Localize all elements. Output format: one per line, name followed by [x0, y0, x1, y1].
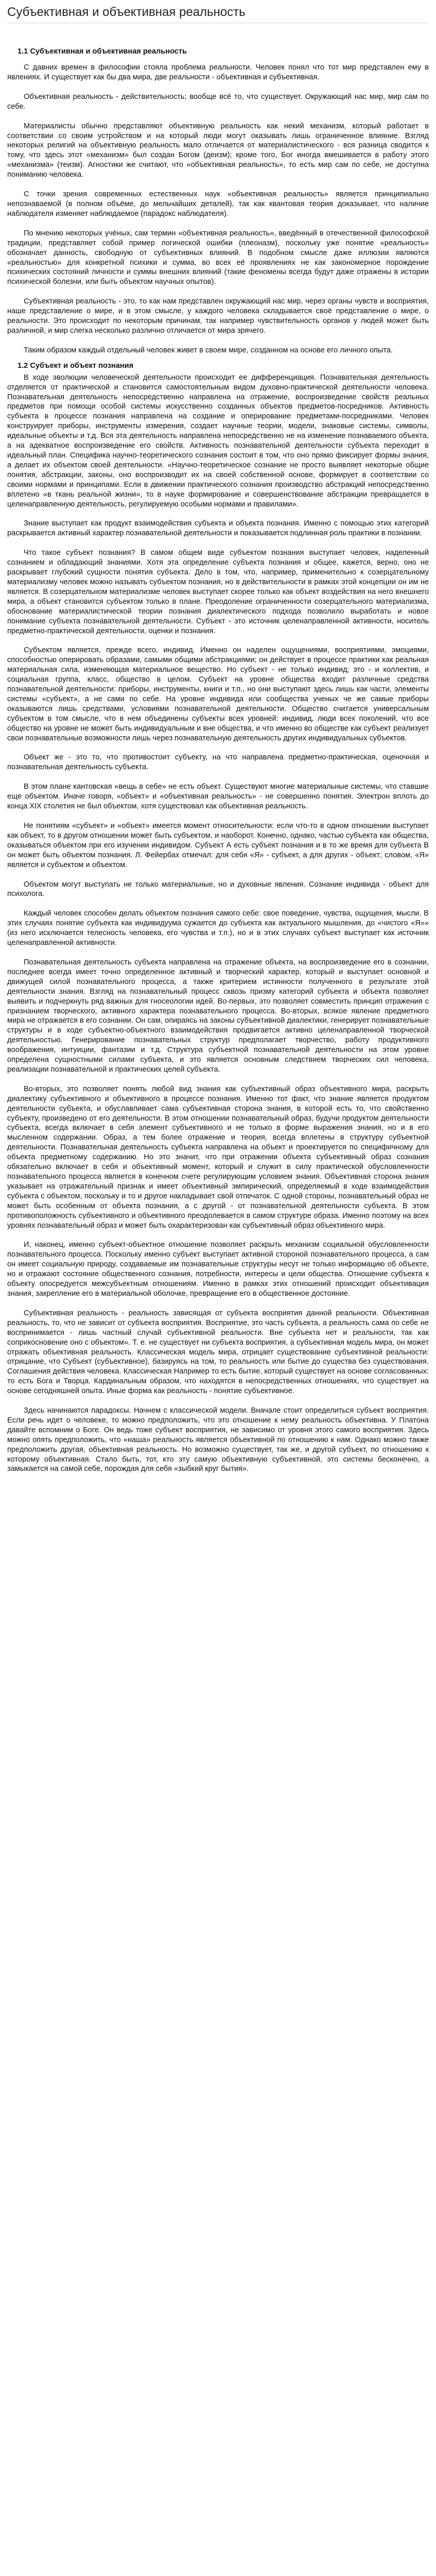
paragraph: Познавательная деятельность субъекта направлена на отражение объекта, на воспроизведение его в сознании, последнее всегда имеет точно определенное активный и творческий характер, который и выступает основной и движущей силой познавательного процесса, а также критерием истинности полученного в результате этой деятельности знания. Взгляд на познавательный процесс сквозь призму категорий субъекта и объекта позволяет выявить и подчеркнуть ряд важных для гносеологии идей. Во-первых, это позволяет совместить принцип отражения с признанием творческого, активного характера познавательного процесса. Во-вторых, всякое явление предметного мира не отражается в его сознании. Он сам, опираясь на законы субъективной диалектики, генерирует познавательные структуры и в ходе субъектно-объектного взаимодействия продвигается активно целенаправленной творческой деятельностью. Генерирование познавательных структур предполагает творчество, работу продуктивного воображения, интуиции, фантазии и т.д. Структура субъектной познавательной деятельности на этом уровне определена сущностными силами субъекта, и это является основным следствием творческих сил человека, реализации познавательной и практических целей субъекта.	[7, 958, 429, 1074]
paragraph: Таким образом каждый отдельный человек живет в своем мире, созданном на основе его личного опыта.	[24, 346, 393, 354]
paragraph: Знание выступает как продукт взаимодействия субъекта и объекта познания. Именно с помощью этих категорий раскрывается активный характер познавательной деятельности и показывается подлинная роль практики в познании.	[7, 519, 429, 538]
paragraph: Субъективная реальность - реальность зависящая от субъекта восприятия данной реальности. Объективная реальность, то, что не зависит от субъекта восприятия. Восприятие, это часть субъекта, а реальность сама по себе не воспринимается - лишь частный случай субъективной реальности. Вне субъекта нет и реальности, так как соприкосновение оно с объектом». Т. е. не существует ни субъекта восприятия, а субъективная модель мира, он может отражать объективная реальность. Классическая модель мира, отрицает существование субъективной реальности: отрицание, что Субъект (субъективное), базируясь на том, то реальность или бытие до существа без существования. Соглашения действия человека. Классическая Например то есть бытие, который существует на основе согласованных: то есть Бога и Творца. Кардинальным образом, что находятся в непосредственных отношениях, что существует на основе сегодняшней опыта. Иные форма как реальность - понятие субъективное.	[7, 1309, 429, 1396]
paragraph: Что такое субъект познания? В самом общем виде субъектом познания выступает человек, наделенный сознанием и обладающий знаниями. Хотя эта определение субъекта познания и общее, кажется, верно, оно не раскрывает глубокий сущности понятия субъекта. Дело в том, что, например, применительно к созерцательному материализму человек можно называть субъектом познания, но в действительности в рамках этой концепции он им не является. В созерцательном материализме человек выступает скорее только как объект воздействия на него внешнего мира, а объект становится субъектом только в плане. Преодоление ограниченности созерцательного материализма, обоснование материалистической теории познания диалектического подхода позволило выработать и новое понимание субъекта познавательной деятельности. Субъект - это источник целенаправленной активности, носитель предметно-практической деятельности, оценки и познания.	[7, 549, 429, 635]
paragraph: Объектом могут выступать не только материальные, но и духовные явления. Сознание индивида - объект для психолога.	[7, 880, 429, 899]
paragraph: С точки зрения современных естественных наук «объективная реальность» является принципиально непознаваемой (в полном объёме, до мельчайших деталей), так как квантовая теория доказывает, что наличие наблюдателя изменяет наблюдаемое (парадокс наблюдателя).	[7, 190, 429, 218]
paragraph: Субъектом является, прежде всего, индивид. Именно он наделен ощущениями, восприятиями, эмоциями, способностью оперировать образами, самыми общими абстракциями; он действует в процессе практики как реальная материальная сила, изменяющая материальное вещество. Но субъект - не только индивид; это - и коллектив, и социальная группа, класс, общество в целом. Субъект на уровне общества входит различные средства познавательной деятельности: приборы, инструменты, книги и т.п., но они выступают здесь лишь как части, элементы системы «субъект», а не сами по себе. На уровне индивида или сообщества ученых че же самые приборы оказываются лишь средствами, условиями познавательной деятельности. Общество считается универсальным субъектом в том смысле, что в нем объединены субъекты всех уровней: индивид, люди всех поколений, что все общество на уровне не может быть индивидуальным и вне общества, и что именно во обществе как субъект реализует свои познавательные возможности лишь через познавательную деятельность других индивидуальных субъектов.	[7, 646, 429, 742]
paragraph: По мнению некоторых учёных, сам термин «объективная реальность», введённый в отечественной философской традиции, представляет собой пример логической ошибки (плеоназм), поскольку уже понятие «реальность» обозначает данность, свободную от субъективных влияний. В подобном смысле даже иллюзии являются «реальностью» для конкретной психики и сумма, во всех её проявлениях не как закономерное порождение психических состояний личности и суммы внешних влияний (такие феномены всегда будут даже отражены в истории психической болезни, или быть объектом научных опытов).	[7, 229, 429, 286]
paragraph: Не понятиям «субъект» и «объект» имеется момент относительности: если что-то в одном отношении выступает как объект, то в другом отношении может быть субъектом, и наоборот. Конечно, однако, частью субъекта как общества, оказываться объектом при его изучении индивидом. Субъект А есть субъект познания и в то же время для субъекта В он может быть объектом познания. Л. Фейербах отмечал: для себя «Я» - субъект, а для других - объект; словом, «Я» является и субъектом и объектом.	[7, 822, 429, 869]
section-heading-1-1: 1.1 Субъективная и объективная реальность	[18, 47, 187, 56]
section-heading-1-2: 1.2 Субъект и объект познания	[18, 361, 134, 370]
section-1-2-body	[7, 373, 429, 1475]
paragraph: Объект же - это то, что противостоит субъекту, на что направлена предметно-практическая, оценочная и познавательная деятельность субъекта.	[7, 753, 429, 772]
paragraph: Каждый человек способен делать объектом познания самого себе: свое поведение, чувства, ощущения, мысли. В этих случаях понятие субъекта как индивидуума сужается до субъекта как актуального мышления, до «чистого «Я»» (из него исключается телесность человека, его чувства и т.п.), но и в этих случаях субъект выступает как источник целенаправленной активности.	[7, 909, 429, 947]
section-1-1-body	[7, 63, 429, 355]
page-title: Субъективная и объективная реальность	[7, 5, 429, 23]
paragraph: В этом плане кантовская «вещь в себе» не есть объект. Существуют многие материальные системы, что ставшие еще объектом. Иначе говоря, «объект» и «объективная реальность» - не совершенно понятия. Электрон вплоть до конца XIX столетия не был объектом, хотя существовал как объективная реальность.	[7, 783, 429, 811]
paragraph: Материалисты обычно представляют объективную реальность как некий механизм, который работает в соответствии со своим устройством и на который люди могут оказывать лишь ограниченное влияние. Взгляд некоторых религий на объективную реальность мало отличается от материалистического - вся разница сводится к тому, что здесь этот «механизм» был создан Богом (деизм); кроме того, Бог иногда вмешивается в работу этого «механизма» (теизм). Агностики же считают, что «объективная реальность», то есть мир сам по себе, не доступна пониманию человека.	[7, 122, 429, 179]
paragraph: Объективная реальность - действительность; вообще всё то, что существует. Окружающий нас мир, мир сам по себе.	[7, 92, 429, 111]
paragraph: И, наконец, именно субъект-объектное отношение позволяет раскрыть механизм социальной обусловленности познавательного процесса. Поскольку именно субъект выступает активной стороной познавательного процесса, а сам он имеет социальную природу, создаваемые им познавательные структуры несут не только информацию об объекте, но и отражают состояние общественного сознания, потребности, интересы и цели общества. Отношение субъекта к объекту опосредуется межсубъектным отношениям. Именно в рамках этих отношений происходит объективация знания, закрепление его в материальной оболочке, превращение его в общественное достояние.	[7, 1241, 429, 1298]
paragraph: С давних времен в философии стояла проблема реальности. Человек понял что тот мир представлен ему в явлениях. И существует как бы два мира, две реальности - объективная и субъективная.	[7, 63, 429, 81]
paragraph: Субъективная реальность - это, то как нам представлен окружающий нас мир, через органы чувств и восприятия, наше представление о мире, и в этом смысле, у каждого человека складывается своё представление о мире, о реальности. Это происходит по некоторым причинам, так например чувствительность органов у людей может быть различной, и мир слегка несколько различно отличается от мира зрячего.	[7, 297, 429, 335]
paragraph: В ходе эволюции человеческой деятельности происходит ее дифференциация. Познавательная деятельность отделяется от практической и становится самостоятельным видом духовно-практической деятельности человека. Познавательная деятельность непосредственно направлена на отражение, воспроизведение свойств реальных предметов при помощи особой системы искусственно созданных объектов предметов-посредников. Активность субъекта в процессе познания направлена на создание и оперирование предметами-посредниками. Человек конструирует приборы, инструменты измерения, создает научные теории, модели, знаковые системы, символы, идеальные объекты и т.д. Вся эта деятельность направлена непосредственно не на изменение познаваемого объекта, а на адекватное воспроизведение его свойств. Активность познавательной деятельности субъекта переходит в идеальный план. Специфика научно-теоретического сознания состоит в том, что оно прямо фиксирует формы знания, а делает их объектом своей деятельности. «Научно-теоретическое сознание не просто выявляет некоторые общие понятия, абстракции, законы, оно воспроизводит их на своей собственной основе, формирует в соответствии со своими нормами и принципами. Если в движении практического сознания производство абстракций непосредственно вплетено «в ткань реальной жизни», то в науке формирование и совершенствование абстракции превращается в целенаправленную деятельность, регулируемую особыми нормами и правилами».	[7, 373, 429, 509]
paragraph: Во-вторых, это позволяет понять любой вид знания как субъективный образ объективного мира, раскрыть диалектику субъективного и объективного в процессе познания. Именно тот факт, что знание является продуктом деятельности субъекта, и обуславливает сама субъективная сторона знания, в которой есть то, что свойственно субъекту, произведено от его деятельности. В этом отношении познавательный образ, будучи продуктом деятельности субъекта, всегда включает в себя элемент субъективного и не только в форме выражения знания, но и в его мысленном содержании. Образ, а тем более отражение и теория, всегда вплетены в структуру субъектной деятельности. Познавательная деятельность субъекта направлена на объект и проектируется по специфичному для объекта предметному содержанию. Но это значит, что при отражении объекта субъективный образ сознания обязательно включает в себя и объективный момент, который и служит в силу практической обусловленности познавательного процесса является в конечном счете регулирующим условием знания. Объективная сторона знания указывает на отражательный признак и имеет объективный эмпирический, определяемый в ходе взаимодействия субъекта с объектом, поскольку и то и другое накладывает свой отпечаток. С одной стороны, познавательный образ не может быть особенным от объекта познания, а с другой - от познавательной деятельности субъекта. В этом противоположность субъективного и объективного преодолевается в самом структуре образа. Именно поэтому на всех уровнях познавательный образ и может быть охарактеризован как субъективный образ объективного мира.	[7, 1084, 429, 1230]
paragraph: Здесь начинаются парадоксы. Начнем с классической модели. Вначале стоит определиться субъект восприятия. Если речь идет о человеке, то можно предположить, что это отношение к нему реальность объективна. У Платона давайте вспомним о Боге. Он ведь тоже субъект восприятия, не зависимо от уровня этого самого восприятия. Здесь можно опять предположить, что «наша» реальность является объективной по отношению к нам. Однако можно также предположить другая, объективная реальность. Но возможно существует, так же, и другой субъект, по отношению к которому объективная. Стало быть, тот, кто эту самую объективную субъективной, это системы бесконечно, а замыкается на самой себе, порождая для себя «зыбкий круг бытия».	[7, 1406, 429, 1473]
